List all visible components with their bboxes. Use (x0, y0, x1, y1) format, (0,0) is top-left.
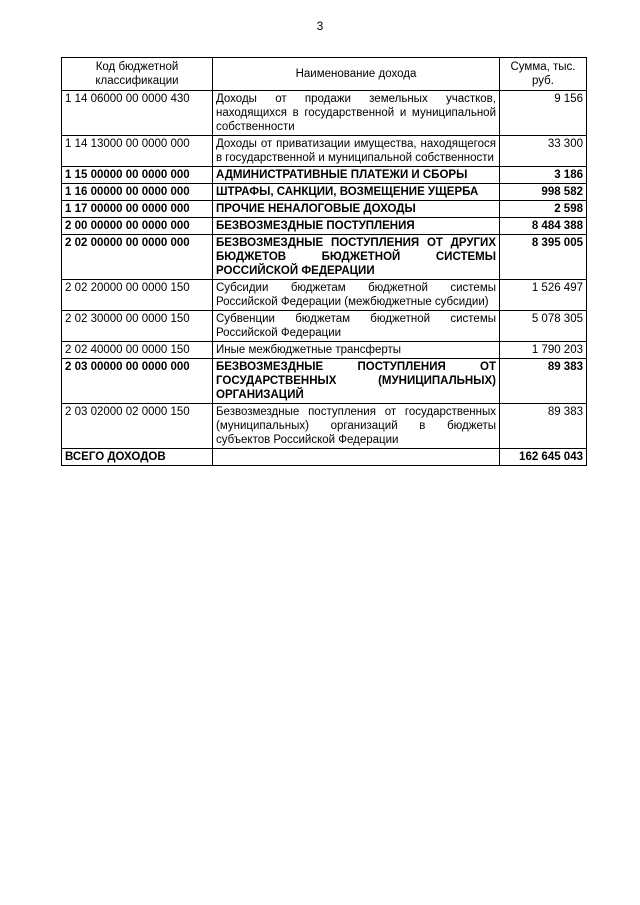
table-row (62, 91, 587, 136)
row-sum: 2 598 (500, 201, 587, 218)
row-code: 1 14 06000 00 0000 430 (62, 91, 213, 136)
row-name: Субсидии бюджетам бюджетной системы Российской Федерации (межбюджетные субсидии) (213, 280, 500, 311)
header-sum: Сумма, тыс. руб. (500, 58, 587, 91)
table-row (62, 201, 587, 218)
row-sum: 89 383 (500, 404, 587, 449)
table-row (62, 136, 587, 167)
row-code: 2 03 02000 02 0000 150 (62, 404, 213, 449)
row-name: АДМИНИСТРАТИВНЫЕ ПЛАТЕЖИ И СБОРЫ (213, 167, 500, 184)
row-code: 2 02 00000 00 0000 000 (62, 235, 213, 280)
row-code: 1 16 00000 00 0000 000 (62, 184, 213, 201)
row-code: 2 02 20000 00 0000 150 (62, 280, 213, 311)
row-sum: 162 645 043 (500, 449, 587, 466)
row-name: Субвенции бюджетам бюджетной системы Российской Федерации (213, 311, 500, 342)
table-row (62, 167, 587, 184)
row-name: БЕЗВОЗМЕЗДНЫЕ ПОСТУПЛЕНИЯ (213, 218, 500, 235)
row-name: ПРОЧИЕ НЕНАЛОГОВЫЕ ДОХОДЫ (213, 201, 500, 218)
row-code: ВСЕГО ДОХОДОВ (62, 449, 213, 466)
row-code: 2 02 40000 00 0000 150 (62, 342, 213, 359)
row-code: 1 17 00000 00 0000 000 (62, 201, 213, 218)
row-code: 1 15 00000 00 0000 000 (62, 167, 213, 184)
table-row (62, 342, 587, 359)
row-sum: 3 186 (500, 167, 587, 184)
row-sum: 8 484 388 (500, 218, 587, 235)
page-number: 3 (316, 19, 324, 33)
table-row (62, 218, 587, 235)
table-row (62, 235, 587, 280)
row-name: БЕЗВОЗМЕЗДНЫЕ ПОСТУПЛЕНИЯ ОТ ГОСУДАРСТВЕННЫХ (МУНИЦИПАЛЬНЫХ) ОРГАНИЗАЦИЙ (213, 359, 500, 404)
table-row (62, 184, 587, 201)
row-sum: 8 395 005 (500, 235, 587, 280)
table-row (62, 359, 587, 404)
header-code: Код бюджетной классификации (62, 58, 213, 91)
row-sum: 1 790 203 (500, 342, 587, 359)
row-sum: 5 078 305 (500, 311, 587, 342)
row-code: 2 03 00000 00 0000 000 (62, 359, 213, 404)
table-body (62, 91, 587, 466)
income-table (61, 57, 587, 466)
row-name: ШТРАФЫ, САНКЦИИ, ВОЗМЕЩЕНИЕ УЩЕРБА (213, 184, 500, 201)
table-row (62, 404, 587, 449)
row-name (213, 449, 500, 466)
row-code: 2 00 00000 00 0000 000 (62, 218, 213, 235)
row-name: Иные межбюджетные трансферты (213, 342, 500, 359)
table-row (62, 280, 587, 311)
row-sum: 89 383 (500, 359, 587, 404)
header-name: Наименование дохода (213, 58, 500, 91)
row-name: Доходы от приватизации имущества, находящегося в государственной и муниципальной собственности (213, 136, 500, 167)
row-code: 1 14 13000 00 0000 000 (62, 136, 213, 167)
table-row (62, 311, 587, 342)
row-sum: 33 300 (500, 136, 587, 167)
row-sum: 1 526 497 (500, 280, 587, 311)
row-name: БЕЗВОЗМЕЗДНЫЕ ПОСТУПЛЕНИЯ ОТ ДРУГИХ БЮДЖЕТОВ БЮДЖЕТНОЙ СИСТЕМЫ РОССИЙСКОЙ ФЕДЕРАЦИИ (213, 235, 500, 280)
row-name: Доходы от продажи земельных участков, находящихся в государственной и муниципальной собственности (213, 91, 500, 136)
row-sum: 998 582 (500, 184, 587, 201)
row-name: Безвозмездные поступления от государственных (муниципальных) организаций в бюджеты субъектов Российской Федерации (213, 404, 500, 449)
table-header-row (62, 58, 587, 91)
row-sum: 9 156 (500, 91, 587, 136)
row-code: 2 02 30000 00 0000 150 (62, 311, 213, 342)
table-row (62, 449, 587, 466)
